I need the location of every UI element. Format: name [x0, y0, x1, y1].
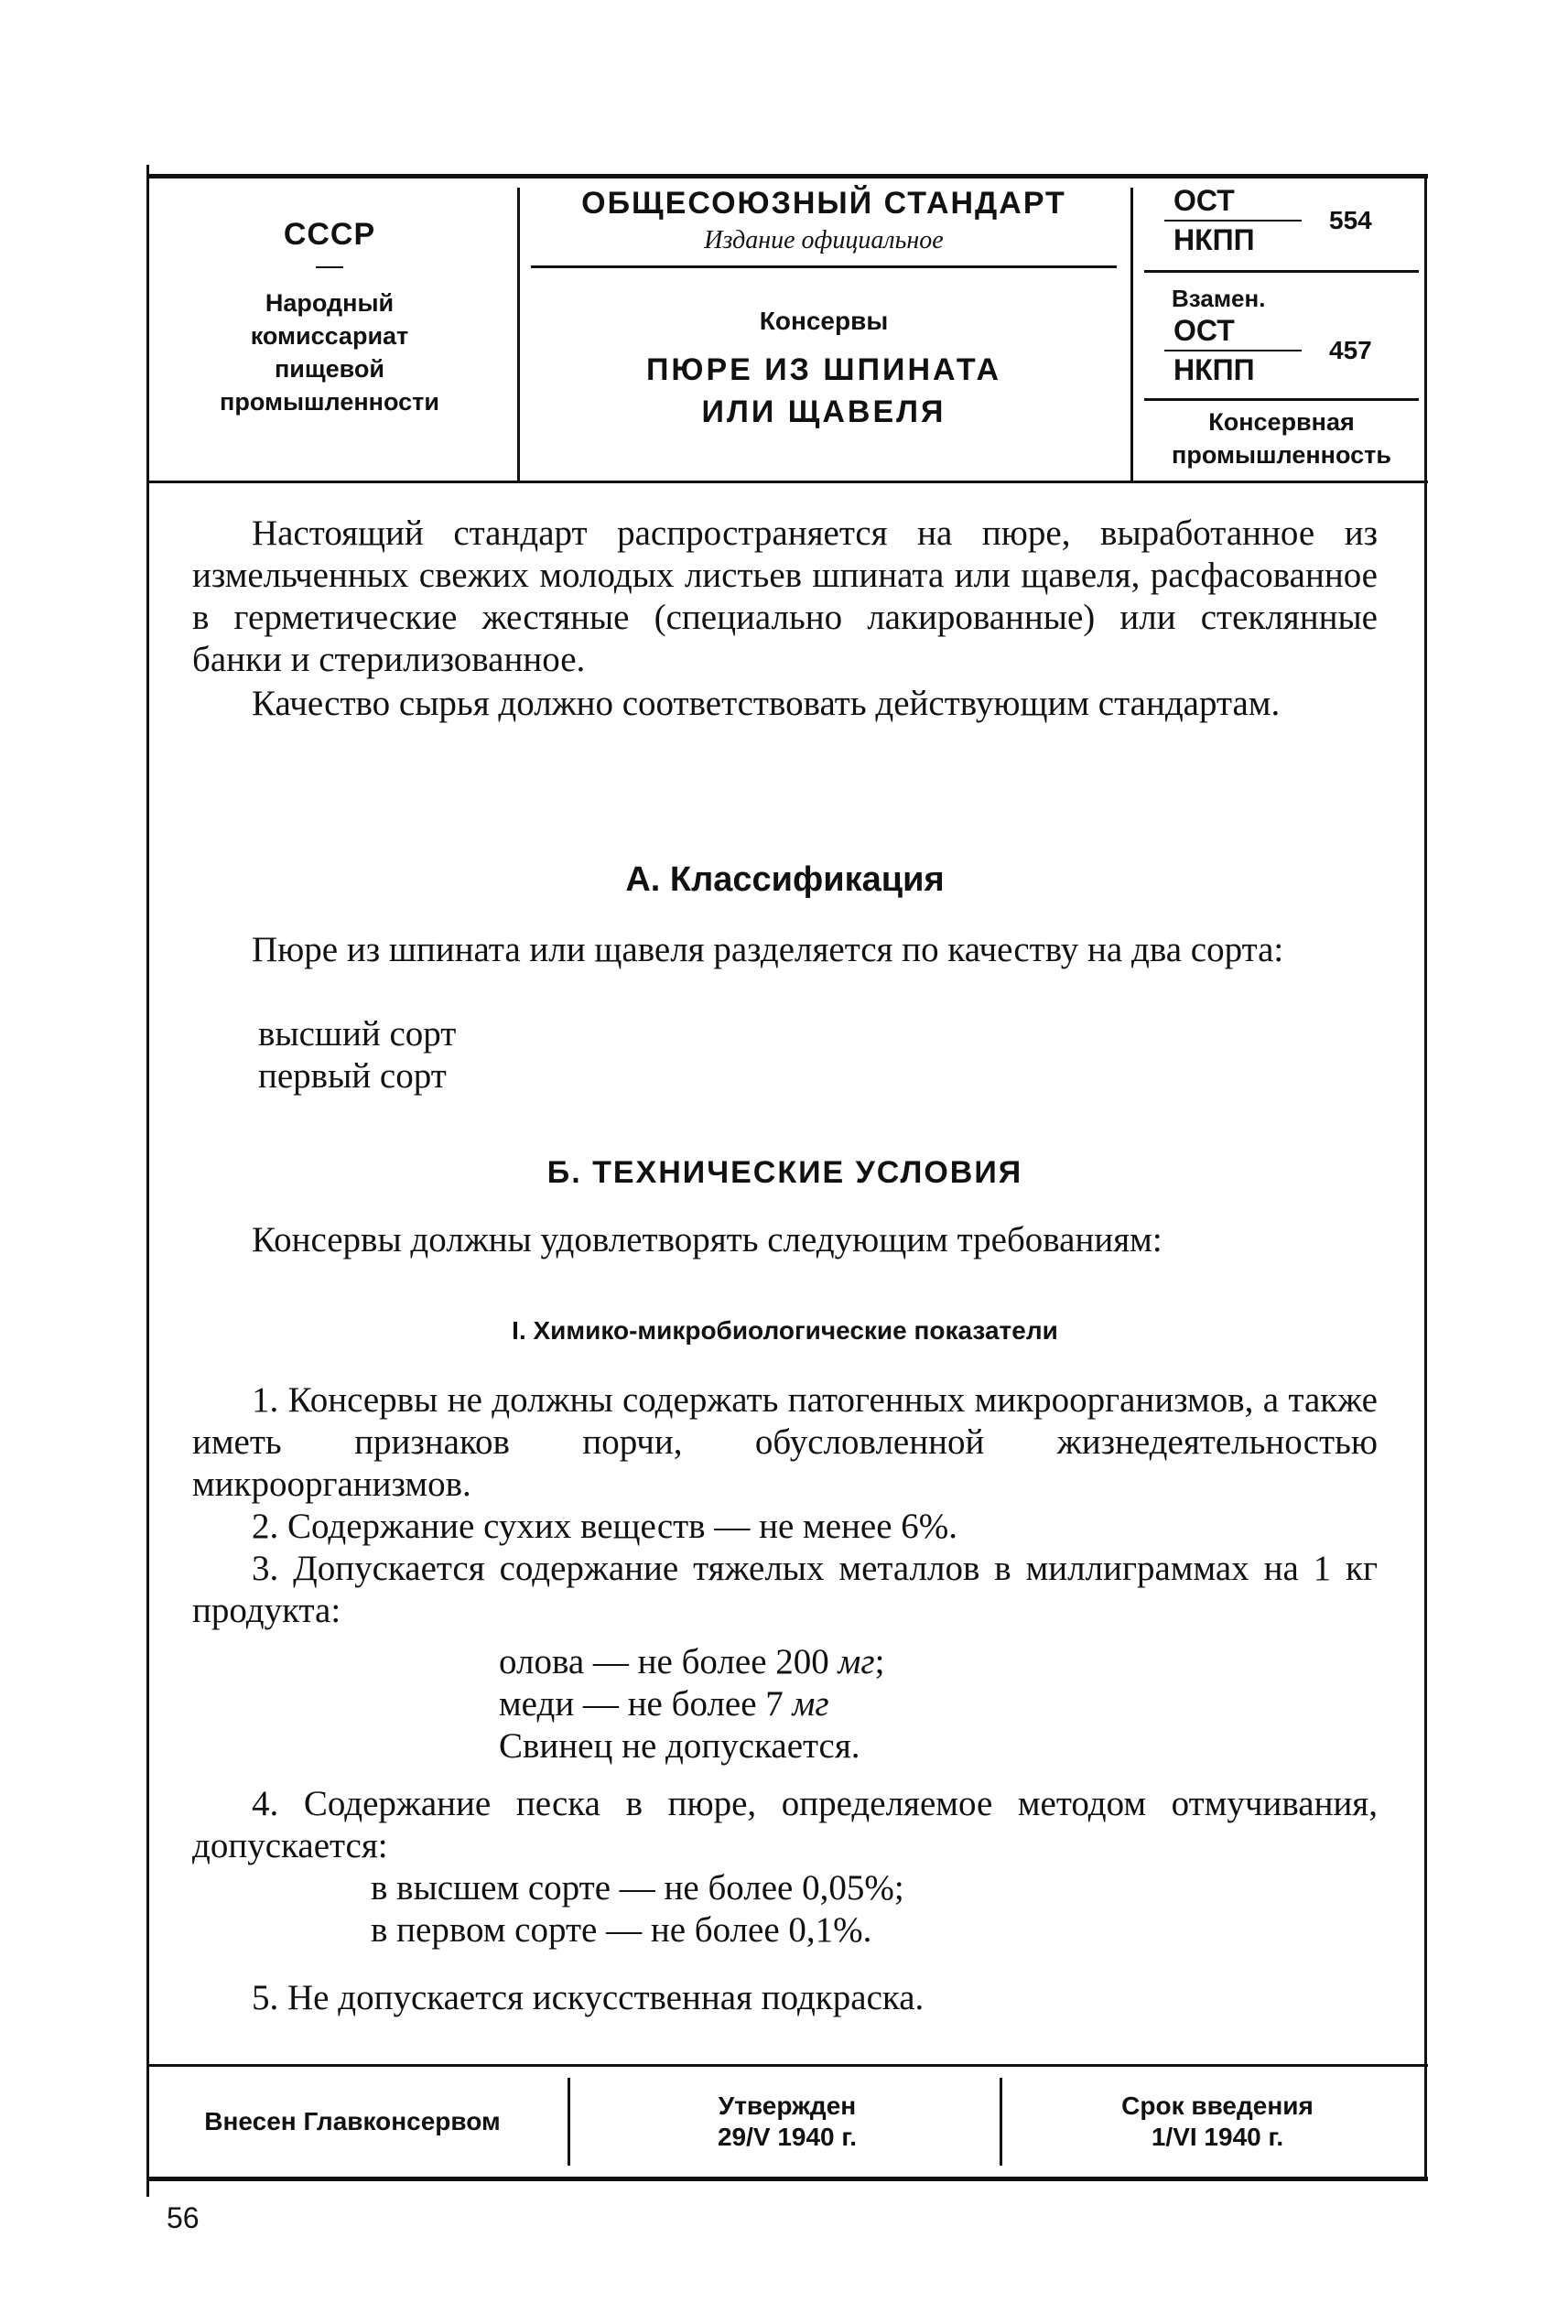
- subsection-heading: I. Химико-микробиологические показатели: [512, 1316, 1058, 1345]
- intro-paragraph-2: Качество сырья должно соответствовать действующим стандартам.: [252, 684, 1281, 723]
- requirement-3: 3. Допускается содержание тяжелых металлов в миллиграммах на 1 кг продукта:: [192, 1549, 1378, 1630]
- introduced-by: Внесен Главконсервом: [204, 2107, 501, 2135]
- requirement-5: 5. Не допускается искусственная подкраска.: [252, 1978, 925, 2017]
- header-divider-2: [1130, 188, 1133, 481]
- intro-text: [192, 513, 1378, 725]
- replaced-code: ОСТ НКПП: [1164, 314, 1311, 387]
- section-b-heading: Б. ТЕХНИЧЕСКИЕ УСЛОВИЯ: [546, 1155, 1023, 1190]
- standard-number: 554: [1329, 206, 1372, 234]
- footer-divider-2: [1000, 2078, 1002, 2166]
- classification-paragraph: Пюре из шпината или щавеля разделяется по качеству на два сорта:: [252, 930, 1284, 969]
- header-codes: [1135, 178, 1428, 481]
- requirement-1: 1. Консервы не должны содержать патогенных микроорганизмов, а также иметь признаков порчи, обусловленной жизнедеятельностью микроорганизмов.: [192, 1380, 1378, 1504]
- grade-top: высший сорт: [258, 1014, 457, 1054]
- codes-rule-1: [1144, 270, 1419, 273]
- edition-note: Издание официальное: [704, 226, 944, 254]
- standard-code: ОСТ НКПП: [1164, 184, 1311, 257]
- page-number: 56: [167, 2201, 200, 2234]
- effective-date-info: Срок введения 1/VI 1940 г.: [1121, 2092, 1314, 2151]
- replaces-label: Взамен.: [1172, 285, 1266, 312]
- sand-limit-top-grade: в высшем сорте — не более 0,05%;: [371, 1868, 904, 1908]
- document-title: ПЮРЕ ИЗ ШПИНАТА ИЛИ ЩАВЕЛЯ: [645, 352, 1002, 429]
- lead-note: Свинец не допускается.: [499, 1726, 860, 1766]
- codes-rule-2: [1144, 398, 1419, 401]
- standard-header: [146, 174, 1428, 483]
- requirement-5-block: [192, 1977, 1378, 2019]
- footer-divider-1: [568, 2078, 570, 2166]
- section-b-intro: Консервы должны удовлетворять следующим требованиям:: [252, 1220, 1162, 1259]
- country-label: СССР: [283, 217, 376, 252]
- tin-limit: олова — не более 200 мг;: [499, 1642, 885, 1681]
- header-divider-1: [517, 188, 520, 481]
- requirements-list: [192, 1379, 1378, 1632]
- header-issuer: [146, 178, 513, 481]
- standard-footer: [146, 2064, 1428, 2181]
- industry-label: Консервная промышленность: [1172, 408, 1391, 469]
- approval-info: Утвержден 29/V 1940 г.: [717, 2092, 858, 2151]
- replaced-number: 457: [1329, 336, 1372, 364]
- product-category: Консервы: [759, 307, 889, 335]
- commissariat-name: Народный комиссариат пищевой промышленности: [220, 289, 439, 416]
- copper-limit: меди — не более 7 мг: [499, 1684, 829, 1724]
- country-dash: [316, 266, 343, 268]
- sand-limit-first-grade: в первом сорте — не более 0,1%.: [371, 1910, 872, 1950]
- requirement-4-block: [192, 1783, 1378, 1867]
- title-rule: [531, 265, 1117, 268]
- standard-type: ОБЩЕСОЮЗНЫЙ СТАНДАРТ: [581, 186, 1066, 221]
- intro-paragraph-1: Настоящий стандарт распространяется на пюре, выработанное из измельченных свежих молодых листьев шпината или щавеля, расфасованное в герметические жестяные (специально лакированные) или стеклянные банки и стерилизованное.: [192, 513, 1378, 679]
- section-a-text: [192, 929, 1378, 971]
- requirement-4: 4. Содержание песка в пюре, определяемое методом отмучивания, допускается:: [192, 1784, 1378, 1865]
- grade-first: первый сорт: [258, 1056, 447, 1096]
- section-a-heading: А. Классификация: [625, 860, 945, 899]
- requirement-2: 2. Содержание сухих веществ — не менее 6%.: [252, 1507, 957, 1546]
- header-title-block: [522, 178, 1126, 481]
